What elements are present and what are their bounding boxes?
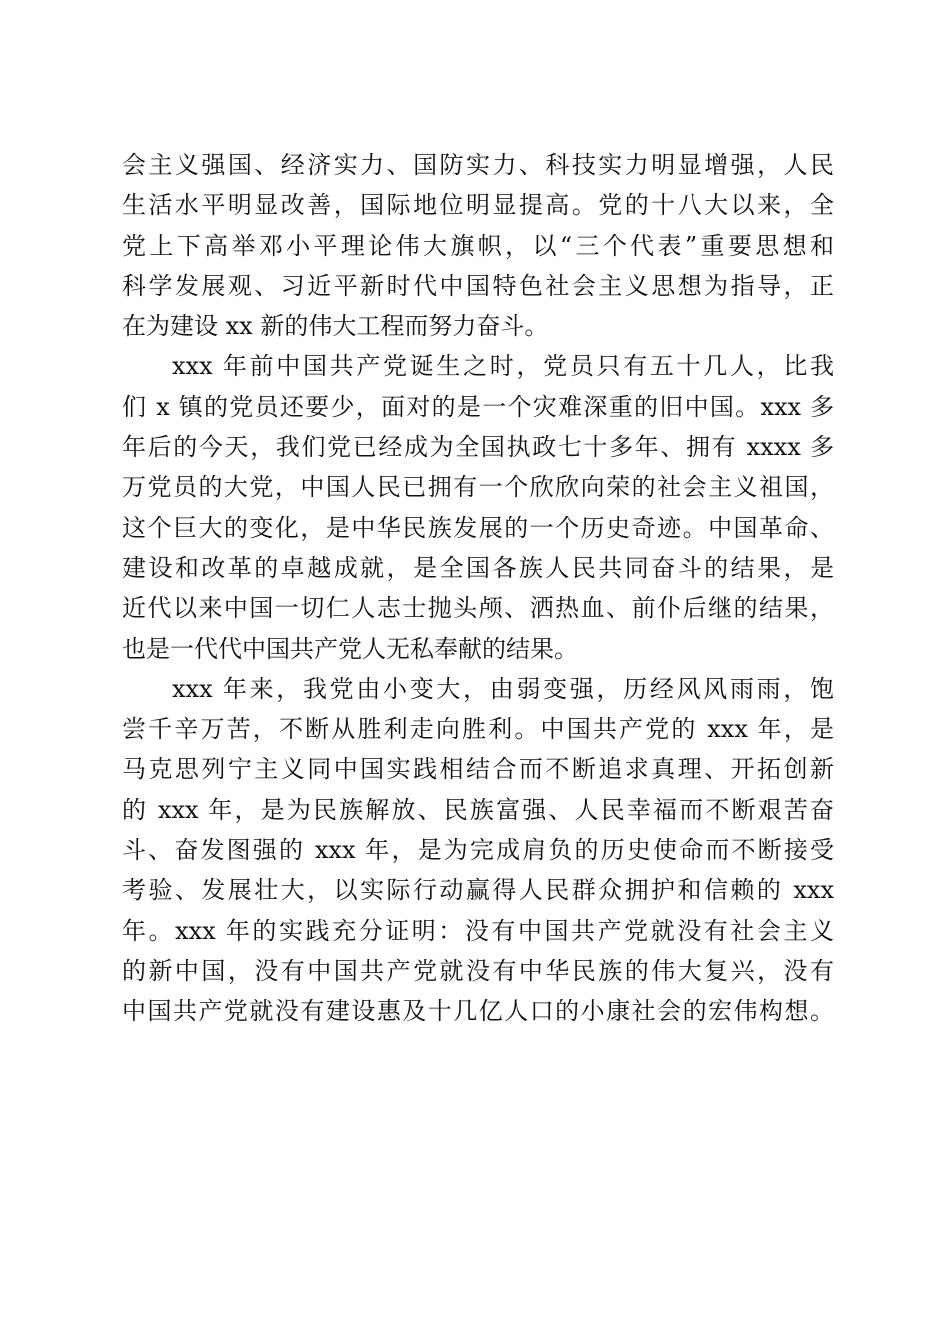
paragraph-2 [122,346,834,668]
paragraph-line: 万党员的大党，中国人民已拥有一个欣欣向荣的社会主义祖国， [122,473,834,502]
paragraph-line: 的 xxx 年，是为民族解放、民族富强、人民幸福而不断艰苦奋 [122,795,834,824]
paragraph-line: 科学发展观、习近平新时代中国特色社会主义思想为指导，正 [122,271,834,300]
paragraph-line: 建设和改革的卓越成就，是全国各族人民共同奋斗的结果，是 [122,553,834,582]
paragraph-line: 的新中国，没有中国共产党就没有中华民族的伟大复兴，没有 [122,956,834,985]
paragraph-line: xxx 年来，我党由小变大，由弱变强，历经风风雨雨，饱 [172,674,834,703]
paragraph-3 [122,669,834,1032]
paragraph-line: 党上下高举邓小平理论伟大旗帜，以“三个代表”重要思想和 [122,231,834,260]
paragraph-line: 年后的今天，我们党已经成为全国执政七十多年、拥有 xxxx 多 [122,433,834,462]
paragraph-line: 生活水平明显改善，国际地位明显提高。党的十八大以来，全 [122,191,834,220]
paragraph-line: 考验、发展壮大，以实际行动赢得人民群众拥护和信赖的 xxx [122,876,834,905]
paragraph-line: 会主义强国、经济实力、国防实力、科技实力明显增强，人民 [122,151,834,179]
paragraph-1 [122,145,834,346]
paragraph-line: 也是一代代中国共产党人无私奉献的结果。 [122,634,578,663]
paragraph-line: 这个巨大的变化，是中华民族发展的一个历史奇迹。中国革命、 [122,513,834,542]
paragraph-line: 尝千辛万苦，不断从胜利走向胜利。中国共产党的 xxx 年，是 [122,715,834,744]
paragraph-line: 近代以来中国一切仁人志士抛头颅、洒热血、前仆后继的结果， [122,594,834,623]
paragraph-line: 在为建设 xx 新的伟大工程而努力奋斗。 [122,312,549,341]
document-body [122,145,834,1032]
paragraph-line: 年。xxx 年的实践充分证明：没有中国共产党就没有社会主义 [122,916,834,945]
paragraph-line: 们 x 镇的党员还要少，面对的是一个灾难深重的旧中国。xxx 多 [122,392,834,421]
paragraph-line: 马克思列宁主义同中国实践相结合而不断追求真理、开拓创新 [122,755,834,784]
paragraph-line: 中国共产党就没有建设惠及十几亿人口的小康社会的宏伟构想。 [122,997,834,1026]
paragraph-line: 斗、奋发图强的 xxx 年，是为完成肩负的历史使命而不断接受 [122,836,834,865]
paragraph-line: xxx 年前中国共产党诞生之时，党员只有五十几人，比我 [172,352,834,381]
